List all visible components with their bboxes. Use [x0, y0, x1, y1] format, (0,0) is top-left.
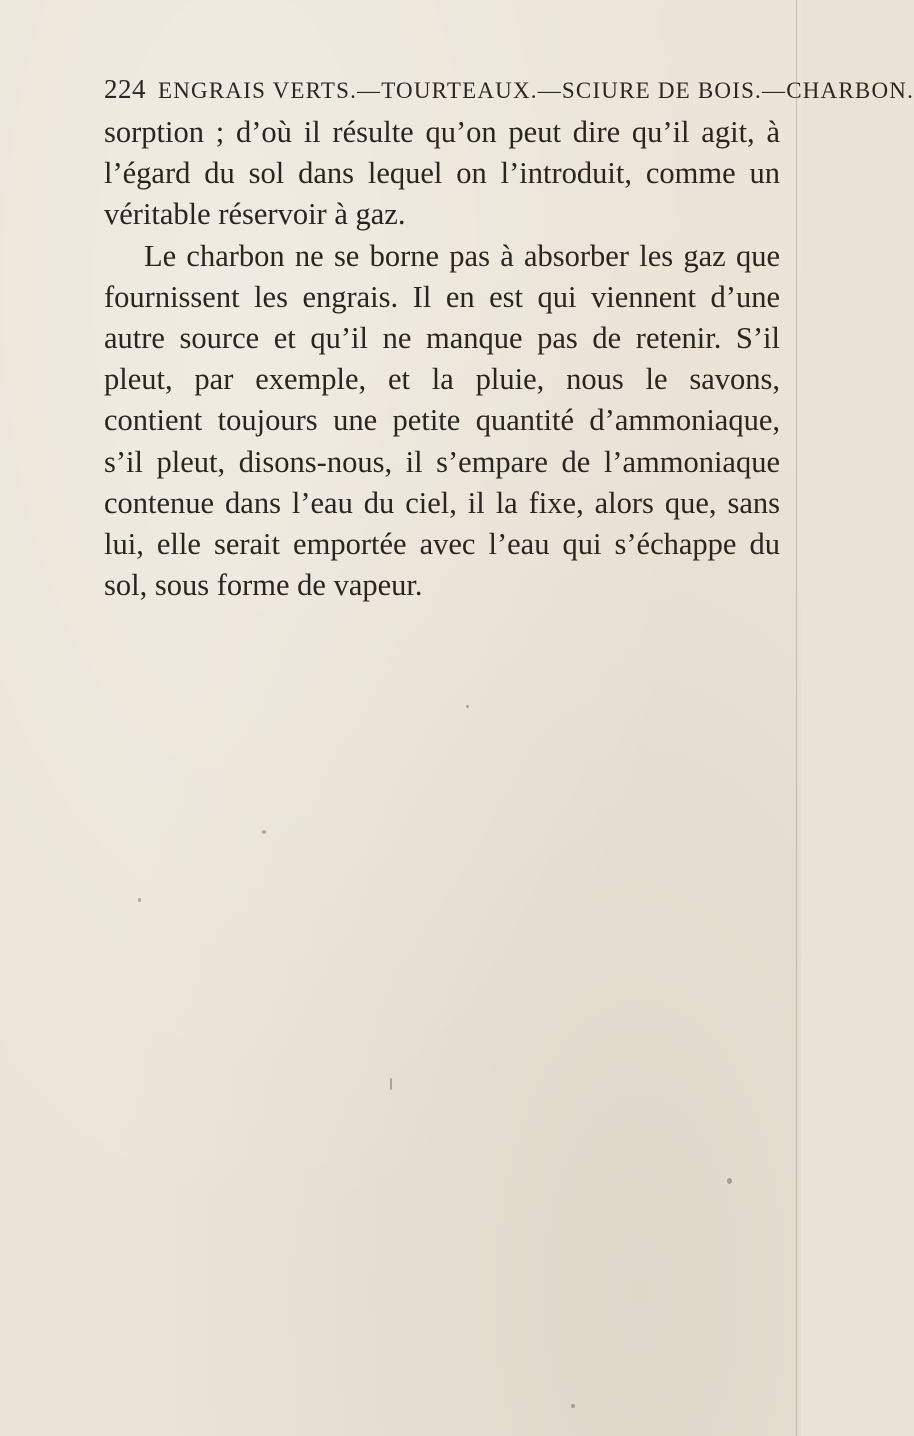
- body-text: [104, 112, 780, 606]
- paragraph-start-line: Le charbon ne se borne pas à absorber les gaz que: [144, 238, 780, 273]
- paper-speck: [262, 830, 266, 834]
- paper-speck: [571, 1404, 575, 1408]
- text-line: véritable réservoir à gaz.: [104, 197, 406, 232]
- paper-speck: [727, 1178, 732, 1184]
- text-line: fournissent les engrais. Il en est qui viennent d’une: [104, 279, 780, 314]
- text-line: contenue dans l’eau du ciel, il la fixe, alors que, sans: [104, 485, 780, 520]
- text-line: l’égard du sol dans lequel on l’introduit, comme un: [104, 156, 780, 191]
- paper-speck: [138, 898, 141, 902]
- running-header: [104, 74, 914, 105]
- text-line: lui, elle serait emportée avec l’eau qui s’échappe du: [104, 527, 780, 562]
- text-line: sol, sous forme de vapeur.: [104, 568, 423, 603]
- text-line: pleut, par exemple, et la pluie, nous le savons,: [104, 362, 780, 397]
- paper-speck: [466, 705, 469, 708]
- text-line: sorption ; d’où il résulte qu’on peut dire qu’il agit, à: [104, 115, 780, 149]
- page-number: 224: [104, 74, 146, 104]
- text-line: contient toujours une petite quantité d’ammoniaque,: [104, 403, 780, 438]
- running-title: ENGRAIS VERTS.—TOURTEAUX.—SCIURE DE BOIS.—CHARBON.: [158, 78, 914, 103]
- paper-speck: [390, 1078, 392, 1090]
- text-line: s’il pleut, disons-nous, il s’empare de l’ammoniaque: [104, 444, 780, 479]
- text-line: autre source et qu’il ne manque pas de retenir. S’il: [104, 321, 780, 356]
- page-edge-shadow: [796, 0, 797, 1436]
